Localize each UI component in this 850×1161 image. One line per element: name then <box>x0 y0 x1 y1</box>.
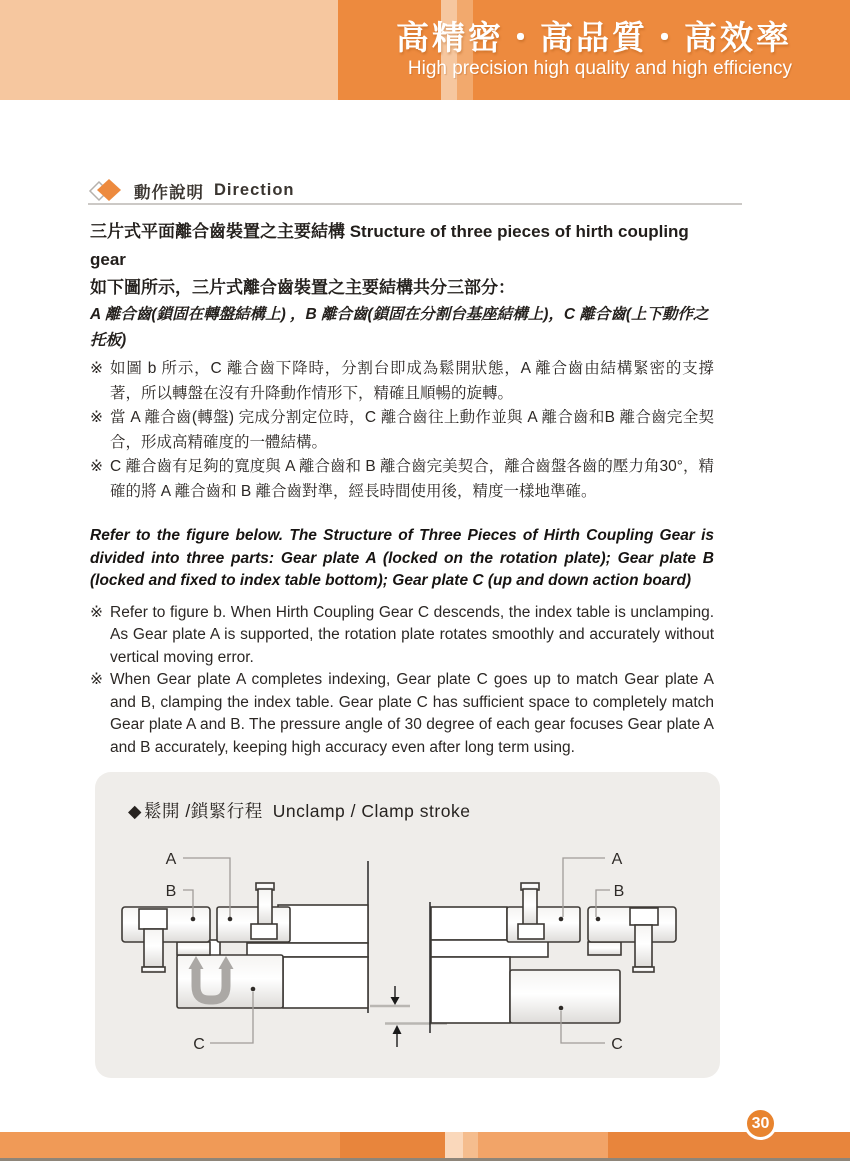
page-number: 30 <box>751 1114 770 1132</box>
diagram-title-en: Unclamp / Clamp stroke <box>272 801 471 821</box>
body-text-column <box>90 218 714 759</box>
right-drawing-clamped <box>430 851 676 1053</box>
bullet-text: C 離合齒有足夠的寬度與 A 離合齒和 B 離合齒完美契合，離合齒盤各齒的壓力角30°，精確的將 A 離合齒和 B 離合齒對準，經長時間使用後，精度一樣地準確。 <box>110 458 714 500</box>
diamond-marker: ◆ <box>128 801 142 821</box>
section-heading-en: Direction <box>214 181 295 199</box>
label-c-left: C <box>193 1036 205 1053</box>
bottom-bar <box>0 1132 850 1158</box>
bullet-marker: ※ <box>90 360 103 377</box>
en-bullet-list <box>90 602 714 760</box>
diamond-bullet-icon <box>88 178 124 203</box>
zh-bullet-3 <box>90 455 714 504</box>
bolt-head-right-b <box>630 908 658 925</box>
english-summary-paragraph: Refer to the figure below. The Structure of Three Pieces of Hirth Coupling Gear is divided into three parts: Gear plate A (locked on the rotation plate); Gear plate B (locked and fixed to index table bottom); Gear plate C (up and down action board) <box>90 527 714 589</box>
zh-bullet-list <box>90 357 714 504</box>
header-text <box>396 20 792 80</box>
structure-heading: 三片式平面離合齒裝置之主要結構 Structure of three pieces of hirth coupling gear <box>90 222 689 269</box>
left-drawing-unclamped <box>122 851 368 1053</box>
bullet-text: When Gear plate A completes indexing, Gear plate C goes up to match Gear plate A and B, clamping the index table. Gear plate C has sufficient space to completely match Gear plate A and B. The pressure angle of 30 degree of each gear focuses Gear plate A and B accurately, keeping high accuracy even after long term using. <box>110 671 714 756</box>
en-bullet-1 <box>90 602 714 670</box>
bullet-marker: ※ <box>90 458 103 475</box>
zh-bullet-1 <box>90 357 714 406</box>
label-c-right: C <box>611 1036 623 1053</box>
bolt-head-left-b <box>139 909 167 929</box>
abc-definition-line: A 離合齒(鎖固在轉盤結構上) ，B 離合齒(鎖固在分割台基座結構上)，C 離合齒(上下動作之托板) <box>90 306 709 349</box>
bullet-text: Refer to figure b. When Hirth Coupling Gear C descends, the index table is unclamping. As Gear plate A is supported, the rotation plate rotates smoothly and accurately without vertical moving error. <box>110 603 714 666</box>
label-a-right: A <box>611 851 623 868</box>
bullet-marker: ※ <box>90 603 103 621</box>
header-subtitle: High precision high quality and high efficiency <box>407 58 792 79</box>
label-b-right: B <box>613 883 625 900</box>
bullet-marker: ※ <box>90 409 103 426</box>
label-b-left: B <box>165 883 177 900</box>
page-number-badge <box>744 1107 777 1140</box>
label-a-left: A <box>165 851 177 868</box>
section-rule <box>88 203 742 205</box>
gear-plate-c-right <box>510 970 620 1023</box>
bullet-text: 當 A 離合齒(轉盤) 完成分割定位時，C 離合齒往上動作並與 A 離合齒和B 離合齒完全契合，形成高精確度的一體結構。 <box>110 409 714 451</box>
en-bullet-2 <box>90 669 714 759</box>
header-title: 高精密・高品質・高效率 <box>396 19 792 56</box>
zh-bullet-2 <box>90 406 714 455</box>
parts-line: 如下圖所示，三片式離合齒裝置之主要結構共分三部分： <box>90 278 515 297</box>
diagram-title-zh: 鬆開 /鎖緊行程 <box>143 801 263 821</box>
technical-drawing <box>95 772 720 1078</box>
header-banner <box>0 0 850 100</box>
section-heading-zh: 動作說明 <box>134 183 204 202</box>
unclamp-clamp-diagram-panel <box>95 772 720 1078</box>
bullet-marker: ※ <box>90 671 103 688</box>
bullet-text: 如圖 b 所示，C 離合齒下降時，分割台即成為鬆開狀態，A 離合齒由結構緊密的支撐著，所以轉盤在沒有升降動作情形下，精確且順暢的旋轉。 <box>110 360 714 402</box>
section-heading <box>88 178 295 203</box>
